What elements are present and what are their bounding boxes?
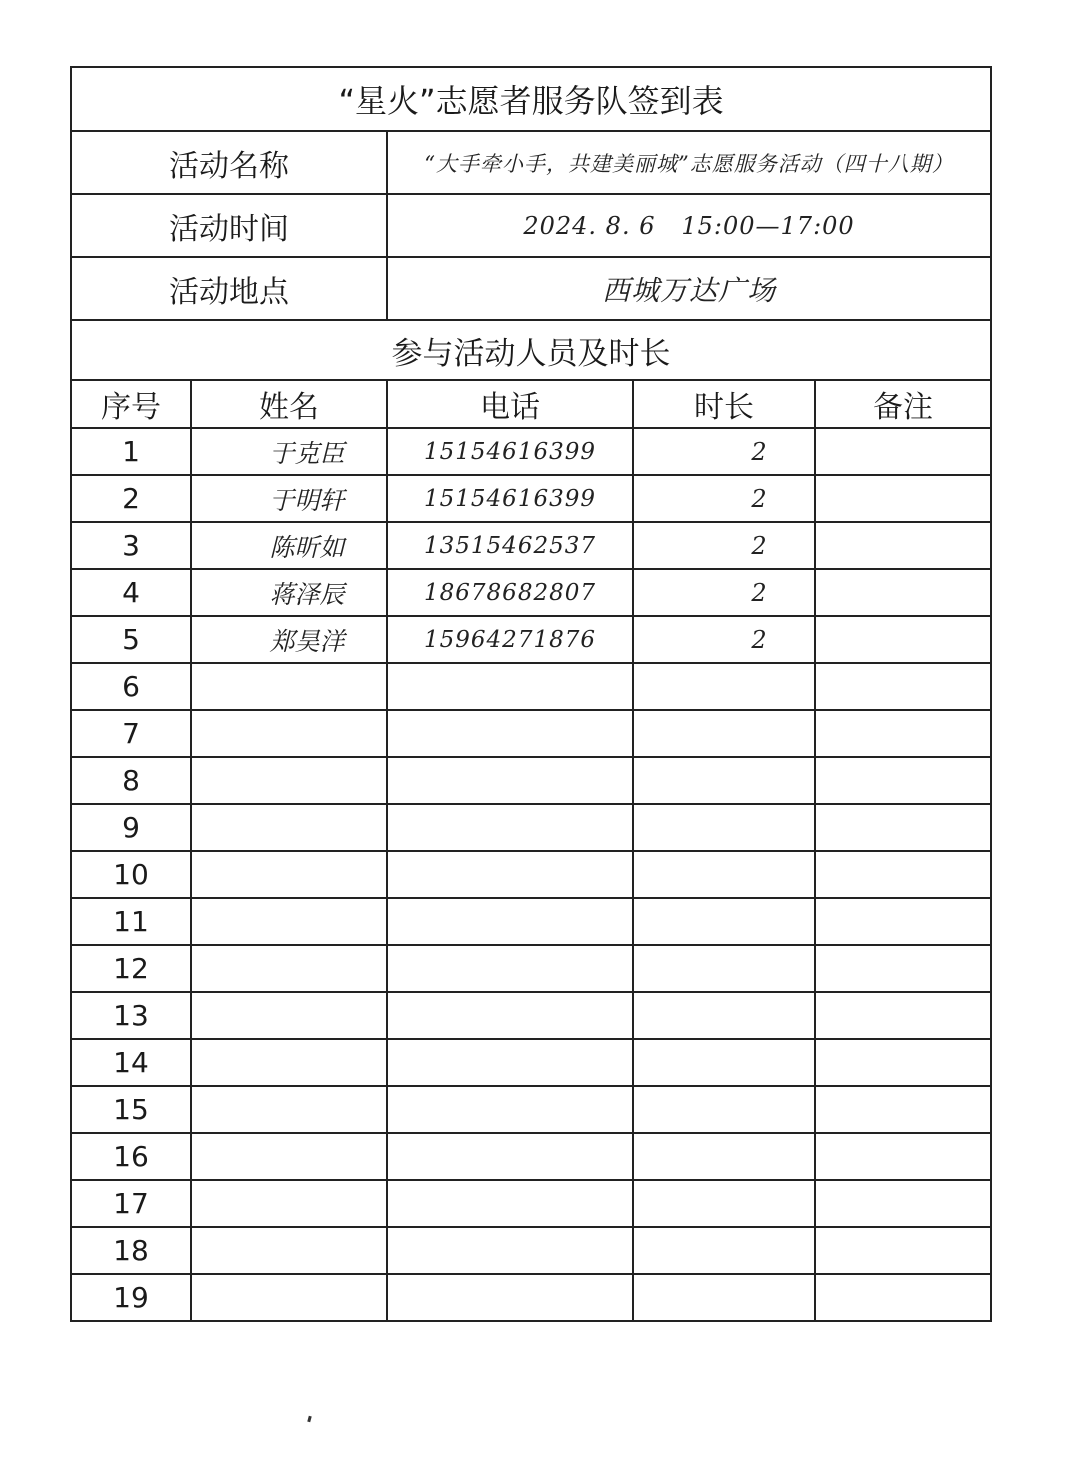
table-row — [71, 757, 991, 804]
participant-name — [191, 1180, 387, 1227]
participant-hours — [633, 1086, 815, 1133]
participant-phone — [387, 1180, 633, 1227]
participant-phone — [387, 992, 633, 1039]
participant-note — [815, 475, 991, 522]
table-row — [71, 616, 991, 663]
participant-phone — [387, 757, 633, 804]
row-number: 12 — [71, 945, 191, 992]
row-number: 1 — [71, 428, 191, 475]
participant-name — [191, 663, 387, 710]
row-number: 5 — [71, 616, 191, 663]
participant-name — [191, 1086, 387, 1133]
participant-name — [191, 898, 387, 945]
table-row — [71, 710, 991, 757]
table-row — [71, 569, 991, 616]
activity-name-value: “大手牵小手，共建美丽城”志愿服务活动（四十八期） — [387, 131, 991, 194]
table-row — [71, 475, 991, 522]
participant-phone — [387, 851, 633, 898]
row-number: 17 — [71, 1180, 191, 1227]
participant-phone — [387, 1086, 633, 1133]
table-row — [71, 522, 991, 569]
table-row — [71, 804, 991, 851]
table-row — [71, 1086, 991, 1133]
table-row — [71, 663, 991, 710]
participant-note — [815, 569, 991, 616]
participant-note — [815, 851, 991, 898]
row-number: 19 — [71, 1274, 191, 1321]
participant-note — [815, 522, 991, 569]
participant-name — [191, 1133, 387, 1180]
table-row — [71, 428, 991, 475]
row-number: 11 — [71, 898, 191, 945]
participant-phone — [387, 663, 633, 710]
row-number: 9 — [71, 804, 191, 851]
participants-section-title: 参与活动人员及时长 — [71, 320, 991, 380]
table-row — [71, 851, 991, 898]
participant-note — [815, 1086, 991, 1133]
participant-phone — [387, 1274, 633, 1321]
table-row — [71, 945, 991, 992]
participant-note — [815, 663, 991, 710]
column-header-note: 备注 — [815, 380, 991, 428]
activity-place-label: 活动地点 — [71, 257, 387, 320]
participant-hours — [633, 1133, 815, 1180]
participant-name — [191, 710, 387, 757]
participant-note — [815, 616, 991, 663]
column-header-name: 姓名 — [191, 380, 387, 428]
participant-name — [191, 757, 387, 804]
row-number: 14 — [71, 1039, 191, 1086]
participant-phone: 15154616399 — [387, 428, 633, 475]
participant-hours — [633, 992, 815, 1039]
participant-phone: 15154616399 — [387, 475, 633, 522]
participant-phone — [387, 898, 633, 945]
participant-hours: 2 — [633, 475, 815, 522]
participant-note — [815, 804, 991, 851]
stray-pen-mark — [307, 1416, 311, 1423]
participant-note — [815, 757, 991, 804]
participant-hours: 2 — [633, 522, 815, 569]
participant-note — [815, 1274, 991, 1321]
participant-name: 蒋泽辰 — [191, 569, 387, 616]
column-header-phone: 电话 — [387, 380, 633, 428]
participant-name — [191, 1039, 387, 1086]
row-number: 15 — [71, 1086, 191, 1133]
table-row — [71, 1133, 991, 1180]
participant-hours — [633, 710, 815, 757]
participant-hours — [633, 1180, 815, 1227]
participant-name — [191, 851, 387, 898]
participant-hours: 2 — [633, 616, 815, 663]
activity-time-label: 活动时间 — [71, 194, 387, 257]
activity-place-value: 西城万达广场 — [387, 257, 991, 320]
table-row — [71, 1180, 991, 1227]
sign-in-sheet — [70, 66, 992, 1322]
participant-hours — [633, 851, 815, 898]
participant-note — [815, 1039, 991, 1086]
participant-phone: 13515462537 — [387, 522, 633, 569]
participant-phone — [387, 710, 633, 757]
table-row — [71, 1274, 991, 1321]
row-number: 16 — [71, 1133, 191, 1180]
participant-name — [191, 1274, 387, 1321]
row-number: 18 — [71, 1227, 191, 1274]
participant-phone — [387, 804, 633, 851]
participant-hours: 2 — [633, 428, 815, 475]
table-row — [71, 1227, 991, 1274]
participant-note — [815, 710, 991, 757]
participant-phone — [387, 1227, 633, 1274]
participant-name: 于明轩 — [191, 475, 387, 522]
participant-hours — [633, 945, 815, 992]
participant-phone — [387, 945, 633, 992]
participant-hours: 2 — [633, 569, 815, 616]
table-row — [71, 1039, 991, 1086]
participant-hours — [633, 898, 815, 945]
participant-name — [191, 1227, 387, 1274]
participant-note — [815, 428, 991, 475]
participant-phone — [387, 1039, 633, 1086]
participant-note — [815, 1133, 991, 1180]
row-number: 4 — [71, 569, 191, 616]
participant-note — [815, 1180, 991, 1227]
row-number: 10 — [71, 851, 191, 898]
participant-note — [815, 1227, 991, 1274]
participant-note — [815, 992, 991, 1039]
row-number: 7 — [71, 710, 191, 757]
sheet-title: “星火”志愿者服务队签到表 — [71, 67, 991, 131]
participant-phone: 18678682807 — [387, 569, 633, 616]
participant-name: 于克臣 — [191, 428, 387, 475]
participant-hours — [633, 1039, 815, 1086]
row-number: 6 — [71, 663, 191, 710]
participant-phone — [387, 1133, 633, 1180]
activity-time-value: 2024. 8. 6 15:00—17:00 — [387, 194, 991, 257]
participant-hours — [633, 663, 815, 710]
participant-hours — [633, 804, 815, 851]
column-header-hours: 时长 — [633, 380, 815, 428]
participant-note — [815, 945, 991, 992]
participant-name — [191, 992, 387, 1039]
row-number: 13 — [71, 992, 191, 1039]
row-number: 3 — [71, 522, 191, 569]
participant-name: 郑昊洋 — [191, 616, 387, 663]
participant-name: 陈昕如 — [191, 522, 387, 569]
participant-phone: 15964271876 — [387, 616, 633, 663]
participant-hours — [633, 1227, 815, 1274]
activity-name-label: 活动名称 — [71, 131, 387, 194]
participant-name — [191, 804, 387, 851]
table-row — [71, 898, 991, 945]
column-header-number: 序号 — [71, 380, 191, 428]
participant-hours — [633, 757, 815, 804]
participant-note — [815, 898, 991, 945]
participant-hours — [633, 1274, 815, 1321]
row-number: 2 — [71, 475, 191, 522]
table-row — [71, 992, 991, 1039]
participant-name — [191, 945, 387, 992]
row-number: 8 — [71, 757, 191, 804]
